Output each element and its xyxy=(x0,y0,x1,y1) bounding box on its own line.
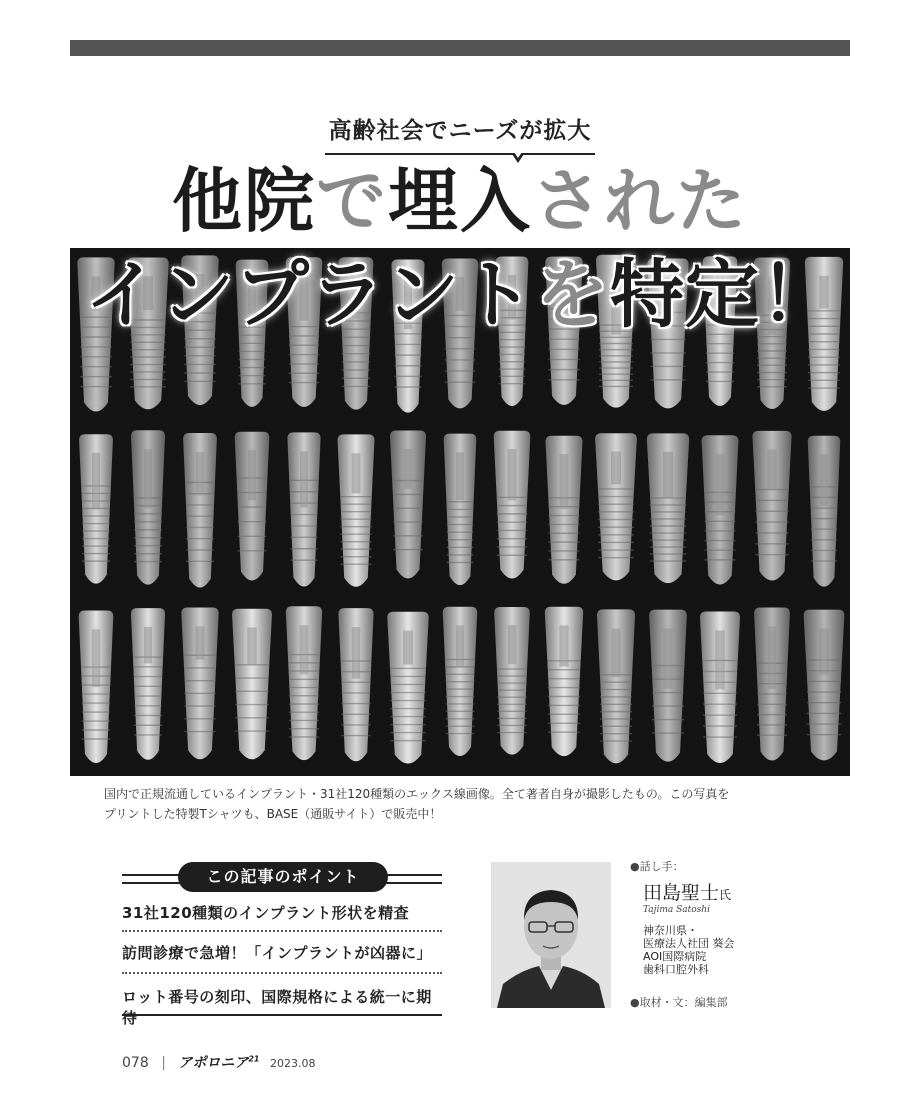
implant-silhouette xyxy=(338,608,373,761)
page-footer xyxy=(122,1052,315,1072)
speaker-romaji: Tajima Satoshi xyxy=(643,905,710,915)
speaker-name xyxy=(643,878,731,905)
implant-silhouette xyxy=(752,431,791,581)
kicker-heading xyxy=(325,112,596,155)
implant-silhouette xyxy=(443,607,477,756)
implant-silhouette xyxy=(808,436,840,587)
implant-silhouette xyxy=(131,430,165,584)
magazine-name xyxy=(178,1052,259,1072)
speaker-name-text: 田島聖士 xyxy=(643,882,720,904)
point-item-2: 訪問診療で急増！「インプラントが凶器に」 xyxy=(122,944,433,962)
affiliation-line-2: 医療法人社団 葵会 xyxy=(643,937,735,950)
top-rule-bar xyxy=(70,40,850,56)
implant-silhouette xyxy=(754,607,790,760)
headline-1-part-3: 埋入 xyxy=(388,159,532,242)
points-title: この記事のポイント xyxy=(178,862,388,892)
caption-line-2: プリントした特製Tシャツも、BASE（通販サイト）で販売中！ xyxy=(104,807,442,821)
implant-silhouette xyxy=(597,609,635,763)
implant-silhouette xyxy=(79,434,113,583)
implant-silhouette xyxy=(595,433,637,580)
implant-silhouette xyxy=(235,432,270,581)
implant-silhouette xyxy=(390,430,426,578)
implant-silhouette xyxy=(79,610,114,763)
affiliation-line-3: AOI国際病院 xyxy=(643,950,707,963)
point-divider-2 xyxy=(122,972,442,974)
headline-line-2 xyxy=(0,252,920,338)
headline-1-part-4: された xyxy=(532,159,748,242)
implant-silhouette xyxy=(700,612,740,763)
point-divider-1 xyxy=(122,930,442,932)
headline-1-part-1: 他院 xyxy=(172,159,316,242)
affiliation-line-1: 神奈川県・ xyxy=(643,924,698,937)
affiliation-line-4: 歯科口腔外科 xyxy=(643,963,709,976)
headline-2-part-1: インプラント xyxy=(85,252,535,338)
implant-silhouette xyxy=(387,612,428,764)
implant-silhouette xyxy=(649,610,687,762)
implant-silhouette xyxy=(494,607,530,755)
implant-silhouette xyxy=(494,431,531,579)
photo-caption xyxy=(104,784,804,824)
speaker-portrait xyxy=(491,862,611,1008)
implant-silhouette xyxy=(545,436,582,584)
point-item-3: ロット番号の刻印、国際規格による統一に期待 xyxy=(122,988,432,1027)
implant-silhouette xyxy=(183,433,217,588)
headline-2-part-3: 特定！ xyxy=(610,252,835,338)
implant-silhouette xyxy=(647,433,689,583)
implant-silhouette xyxy=(444,434,477,585)
implant-silhouette xyxy=(338,434,375,586)
portrait-graphic xyxy=(491,862,611,1008)
implant-silhouette xyxy=(286,606,322,760)
kicker-text: 高齢社会でニーズが拡大 xyxy=(328,118,592,144)
speaker-honorific: 氏 xyxy=(719,888,732,902)
page-number: 078 xyxy=(122,1055,149,1071)
implant-silhouette xyxy=(131,608,165,760)
implant-silhouette xyxy=(702,435,739,584)
issue-date: 2023.08 xyxy=(269,1057,316,1070)
implant-silhouette xyxy=(804,610,845,761)
caption-line-1: 国内で正規流通しているインプラント・31社120種類のエックス線画像。全て著者自身が撮影したもの。この写真を xyxy=(104,787,730,801)
footer-separator: | xyxy=(161,1055,166,1071)
speaker-label: ●話し手： xyxy=(630,860,684,873)
magazine-title: アポロニア xyxy=(178,1055,249,1071)
implant-silhouette xyxy=(287,432,320,586)
implant-silhouette xyxy=(181,608,218,760)
headline-2-part-2: を xyxy=(535,252,610,338)
magazine-superscript: 21 xyxy=(248,1054,260,1064)
credit-line: ●取材・文：編集部 xyxy=(630,996,728,1009)
point-item-1: 31社120種類のインプラント形状を精査 xyxy=(122,904,410,922)
headline-line-1 xyxy=(0,159,920,242)
headline-1-part-2: で xyxy=(316,159,388,242)
points-bottom-rule xyxy=(122,1014,442,1016)
implant-silhouette xyxy=(545,607,583,756)
kicker-wrap xyxy=(0,112,920,155)
implant-silhouette xyxy=(232,609,272,760)
